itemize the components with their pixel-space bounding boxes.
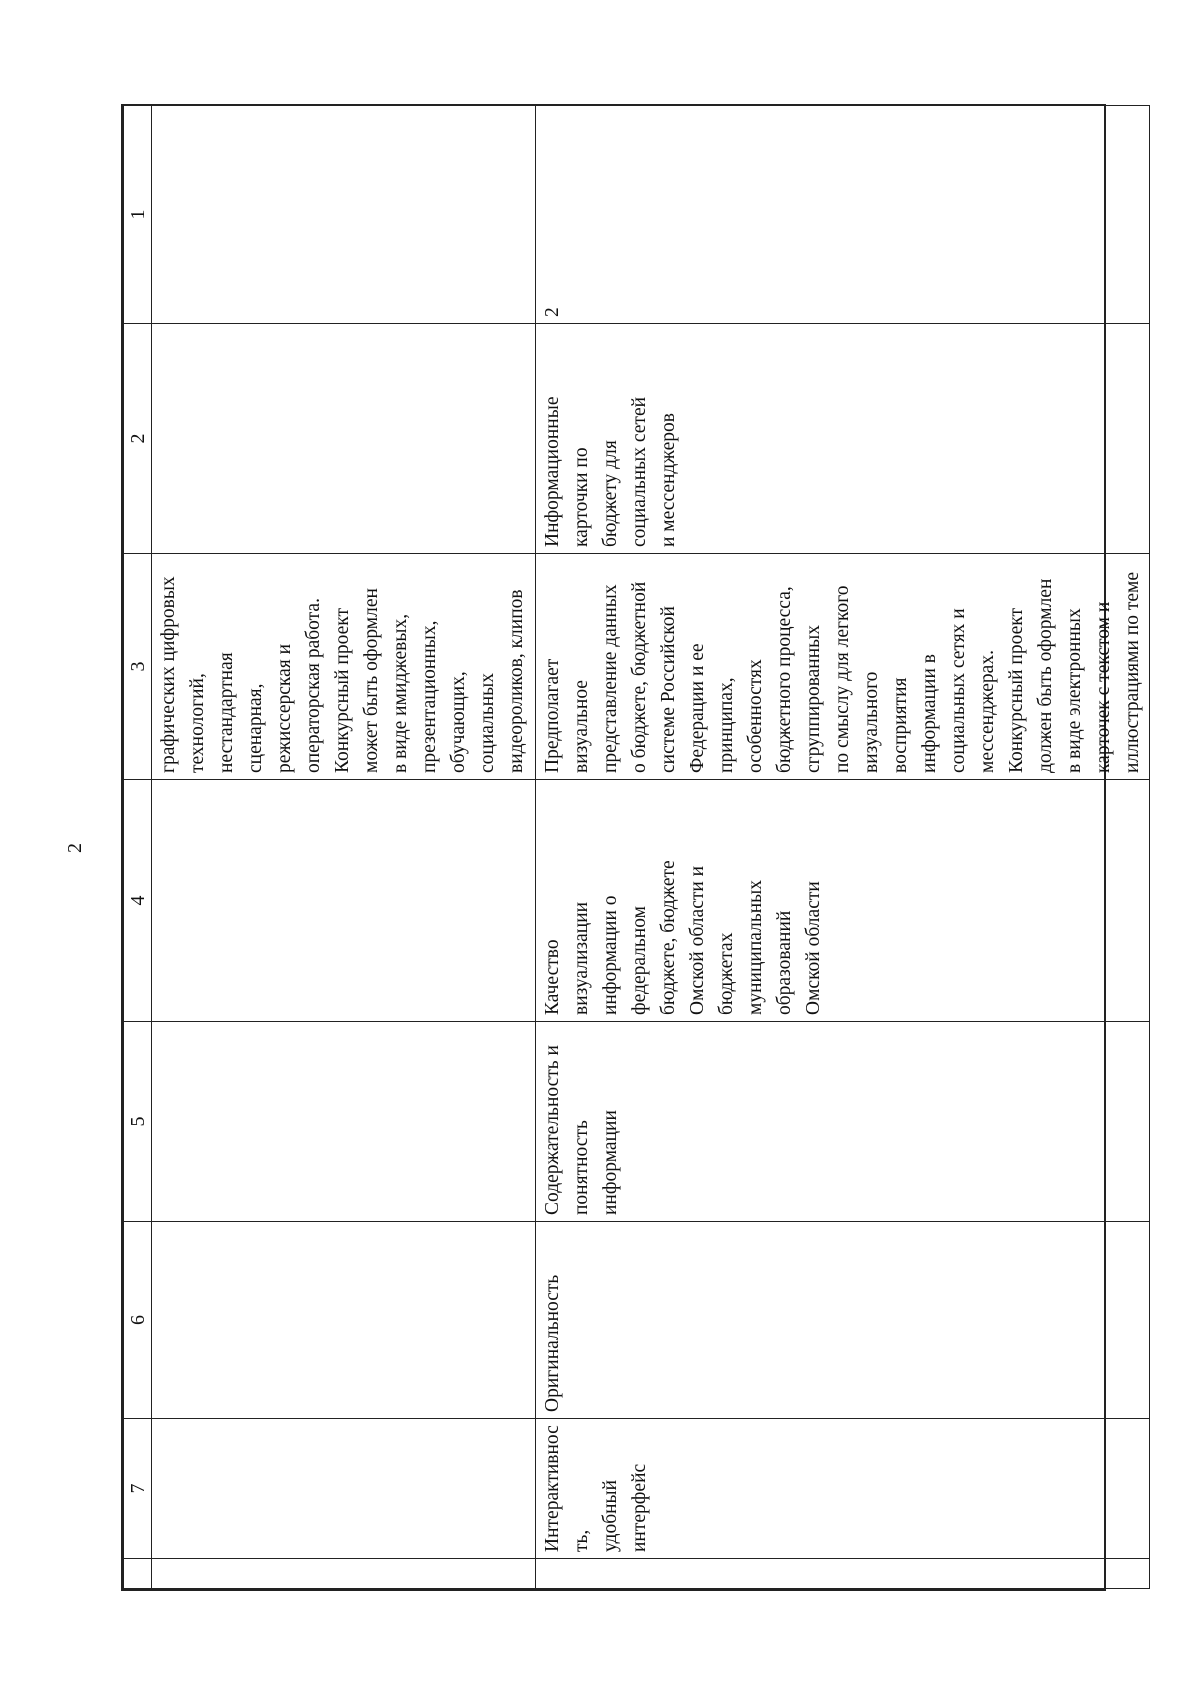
table-row-2	[536, 106, 1150, 1589]
header-cell-1: 1	[124, 106, 152, 324]
continuation-cell-7	[152, 1419, 536, 1559]
continuation-cell-2	[152, 324, 536, 554]
continuation-cell-6	[152, 1222, 536, 1419]
row-2-cell-1: 2	[536, 106, 1150, 324]
table-row-continuation	[152, 106, 536, 1589]
row-2-cell-2: Информационные карточки по бюджету для социальных сетей и мессенджеров	[536, 324, 1150, 554]
continuation-spacer-cell	[152, 1559, 536, 1589]
row-2-cell-3: Предполагает визуальное представление данных о бюджете, бюджетной системе Российской Федерации и ее принципах, особенностях бюджетного процесса, сгруппированных по смыслу для легкого визуального восприятия информации в социальных сетях и мессенджерах. Конкурсный проект должен быть оформлен в виде электронных карточек с текстом и иллюстрациями по теме	[536, 554, 1150, 780]
criteria-table	[123, 105, 1150, 1589]
continuation-cell-5	[152, 1022, 536, 1222]
header-cell-3: 3	[124, 554, 152, 780]
row-2-cell-4: Качество визуализации информации о федеральном бюджете, бюджете Омской области и бюджетах муниципальных образований Омской области	[536, 780, 1150, 1022]
row-2-spacer-cell	[536, 1559, 1150, 1589]
row-2-cell-6: Оригинальность	[536, 1222, 1150, 1419]
header-cell-2: 2	[124, 324, 152, 554]
row-2-cell-7: Интерактивность, удобный интерфейс	[536, 1419, 1150, 1559]
header-cell-7: 7	[124, 1419, 152, 1559]
header-cell-6: 6	[124, 1222, 152, 1419]
criteria-table-frame	[121, 104, 1143, 1591]
page-number: 2	[64, 843, 86, 853]
continuation-cell-4	[152, 780, 536, 1022]
header-cell-4: 4	[124, 780, 152, 1022]
continuation-cell-3: графических цифровых технологий, нестандартная сценарная, режиссерская и операторская работа. Конкурсный проект может быть оформлен в виде имиджевых, презентационных, обучающих, социальных видеороликов, клипов	[152, 554, 536, 780]
header-corner-cell	[124, 1559, 152, 1589]
table-header-row	[124, 106, 152, 1589]
criteria-table-rotated	[123, 106, 1143, 1589]
header-cell-5: 5	[124, 1022, 152, 1222]
row-2-cell-5: Содержательность и понятность информации	[536, 1022, 1150, 1222]
continuation-cell-1	[152, 106, 536, 324]
